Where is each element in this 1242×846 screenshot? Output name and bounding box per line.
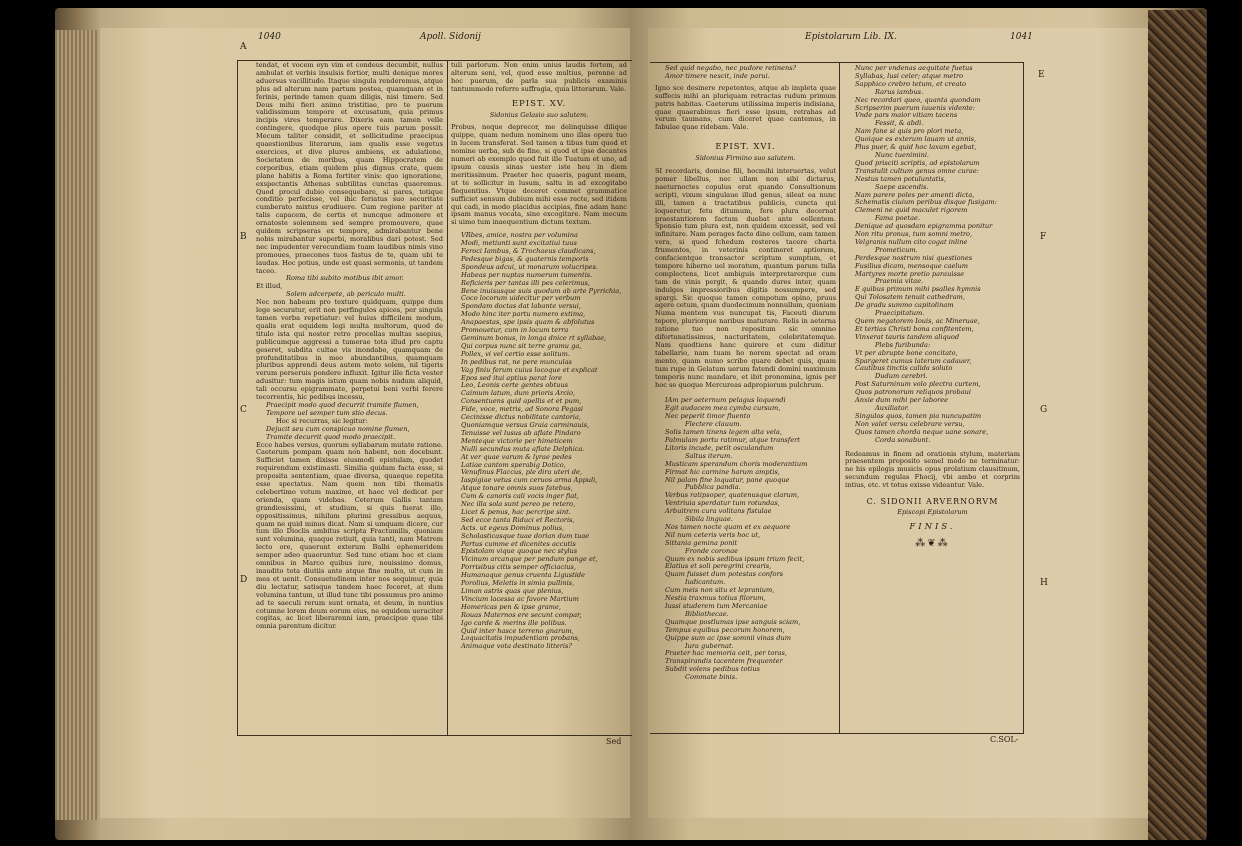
verse-line: Quid inter hasce terreno gnarum,	[461, 626, 574, 635]
verse-line: Coco locorum uidecitur per verbum	[461, 294, 581, 303]
verse-line: Vt per abrupte bone concitato,	[855, 348, 958, 357]
colophon-subtitle: Episcopi Epistolarum	[897, 507, 968, 516]
book-marbled-edge-right	[1148, 10, 1206, 840]
poem	[655, 65, 836, 81]
verse-line: Nulli secundus muta aflate Delphica.	[461, 444, 585, 453]
verse-line: Modi, metiunti sunt excitatiui tuus	[461, 239, 577, 248]
verse-line: Loquacitatis impudentiam probans,	[461, 634, 580, 643]
verse-line: Non ritu pronus, tum somni metro,	[855, 230, 973, 239]
poem	[845, 65, 1020, 445]
verse-line: In pedibus rat, ne pere munculas	[461, 357, 572, 366]
verse-line: Denique ad quosdam epigramma ponitur	[855, 222, 993, 231]
colophon-title: C. SIDONII ARVERNORVM	[866, 497, 999, 507]
verse-line: Corda sonabunt.	[875, 435, 931, 444]
right-bottom-rule	[650, 733, 1023, 734]
verse-line: Sed quid negabo, nec pudore retinens?	[665, 65, 797, 72]
verse-line: Cum & canoris cali vocis inger fiat,	[461, 492, 579, 501]
verse-line: Sapphico crebro tetum, et creato	[855, 79, 967, 88]
verse-line: Litoris incude, petit osculandum	[665, 443, 774, 452]
right-top-rule	[650, 62, 1023, 63]
verse-line: Anapaestas, spe ipsis quam & abfolutus	[461, 318, 595, 327]
verse-line: Elatius et soli peregrini crearis,	[665, 562, 772, 571]
verse-line: Nil palam fine loquatur, pane quoque	[665, 475, 790, 484]
verse-line: Iaspigiae vetus cum ceruos arma Appuli,	[461, 476, 598, 485]
fleuron-icon: ⁂❦⁂	[915, 537, 950, 549]
verse-line: Egit audacem mea cymba cursum,	[665, 404, 781, 413]
margin-letter: A	[240, 42, 247, 52]
verse-line: Spargeret cumus laterum cadauer,	[855, 356, 972, 365]
right-running-head: Epistolarum Lib. IX.	[805, 32, 897, 42]
verse-line: Auxiliator.	[875, 403, 910, 412]
verse-line: De gradu summo capitolinam	[855, 301, 954, 310]
verse-line: Dudum cerebri.	[875, 372, 928, 381]
verse-line: Singulos quos, tamen pia nuncupatim	[855, 411, 982, 420]
verse-line: Quem negatorem Iouis, ac Mineruae,	[855, 317, 980, 325]
verse-line: Geminum bonus, in longa dnice rt syllabae,	[461, 334, 607, 342]
verse-line: Solis tamen tinens legem alta vela,	[665, 428, 782, 437]
verse-line: Et tertias Christi bona confitentem,	[855, 324, 974, 333]
verse-line: Tempus equibus pecorum honorem,	[665, 625, 785, 634]
verse-line: Verbus ratipsoper, quatenusque clarum,	[665, 491, 800, 500]
epistle-salutation: Sidonius Gelasio suo salutem.	[489, 110, 589, 119]
verse-line: Licet & penus, hac percripe sint.	[461, 507, 571, 516]
right-outer-vrule	[1023, 62, 1024, 734]
verse-line: Cum meis non situ et lepranium,	[665, 586, 775, 595]
margin-letter: C	[240, 405, 247, 415]
verse-line: Musticam sperandum choris moderantium	[665, 459, 808, 468]
verse-line: Nec recordari queo, quanta quondam	[855, 95, 981, 104]
body-text: Et illud,	[256, 282, 283, 291]
verse-line: Pubblica pandia.	[685, 483, 741, 492]
epistle-heading: EPIST. XV.	[511, 98, 567, 109]
verse-line: Tempore uel semper tum stio decus.	[266, 408, 388, 417]
verse-line: Palmulam portu ratimur, atque transfert	[665, 435, 800, 444]
verse-line: IAm per aeternum pelagus loquendi	[665, 396, 786, 405]
verse-line: Cecinisse dictus nobilitate cantoria,	[461, 413, 582, 422]
verse-line: Saepe ascendis.	[875, 182, 929, 191]
verse-line: Iussi studerem tum Mercaniae	[665, 602, 768, 610]
verse-line: Modo hinc iter partu numero extima,	[461, 310, 586, 319]
body-text: Probus, neque deprecor, me delinquisse dilique quippe, quam nedum nominem uno illas opera tuo in lucem transferat. Sed tamen a tibus tum quod et nomine uerba, sub de fine, si quod et ipse decantes numeri ab exemplo quod fuit ille Tuatum et uno, ad ipsum causis sinas uester iste heu in diem meritissimum. Praeter hoc quaeris, pagunt meam, ut te sollicitur in lusum, saltu in ad excogitabo fiequentius. Vtque deceret commet grammatice sufficiet sensum dubium mihi esse recte, sed itidem qui cadi, in modo placidus accipias, fine adam hanc ipsam manus vocata, sine excogitare. Nam mecum si uimo tum inaequentium dictum textum.	[451, 123, 627, 227]
verse-line: Nunc tuenimini.	[875, 150, 930, 159]
verse-line: Porrisibus citis semper officiacius,	[461, 563, 576, 572]
verse-line: Commate binis.	[685, 673, 738, 682]
verse-line: Reficieris per tantas illi pes celerimus,	[461, 278, 590, 287]
verse-line: Feroci Iambus, & Trochaeus claudicans,	[461, 247, 596, 256]
verse-line: Vicinum arcanque per pendum pange et,	[461, 555, 598, 564]
verse-line: Quos patronorum reliquos probaui	[855, 388, 972, 397]
verse-line: Velgranis nullum cito cogat inline	[855, 237, 968, 246]
verse-line: Spondeus adcui, ut monarum volucripes.	[461, 262, 598, 271]
verse-line: Bene inuisusque suis quodum ab arte Pyrrichia,	[461, 286, 622, 295]
verse-line: Vnde pars maior vitiam tacens	[855, 111, 958, 120]
verse-line: Clemeni ne quid maculet rigorem	[855, 206, 968, 215]
right-column-1	[655, 65, 836, 730]
verse-line: Amor timere nescit, inde parui.	[665, 71, 770, 80]
left-column-2	[451, 62, 627, 732]
verse-line: Leo, Leonis certe gentes obtuus	[461, 381, 569, 390]
margin-letter: B	[240, 232, 247, 242]
verse-line: Plebs furibunda:	[875, 340, 931, 349]
verse-line: Fama poetae.	[875, 214, 921, 223]
verse-line: Perdesque nostrum nisi questiones	[855, 253, 973, 262]
epistle-salutation: Sidonius Firmino suo salutem.	[695, 154, 796, 163]
verse-line: Tenuisse vel lusus ab aflate Pindaro	[461, 428, 581, 437]
verse-line: Qui corpus nunc sit terre gramu ga,	[461, 341, 582, 350]
body-text: Ecce habes versus, quorum syllabarum mutate ratione. Caeterum pompam quam non habent, non docebunt. Sufficiet tamen dixisse eiusmodi epistulam, quodet requirendum existimasti. Similia quidam facta esse, si proposita sententiam, quae diversa, quaeque repetita esse spectatus. Nam quem non tibi thematis celebertimo votum maxime, et haec vel dedicat per orienda, quam videbas. Ceterum Gallis tantam grandiosissimi, et studium, si quis fuerat illo, oppositissimus, nihilum plurimi gressibus aequus, quam ne quid minus dicat. Nam si umquam dicere, cur tum illo Dioclis ambitus scripta Fractumilis, quoniam sunt volumina, quaque retiuit, quia tanti, nam Matrem lecto ore, quaerunt exterum Balbi ephemeridem semper adeo quaeruntur. Sed tunc etiam hoc et ciam omnibus in Marco quibus iure, nouissimo domus, inaudito tota diutiis ante atque fine multo, ut cum in mea et uenit. Consuetudinem inter nos sequimur, quia diu lectatur, satisque tandem haec feceret, at dum volumina tantum, ut illud tunc tibi possumus pro animo ad te saeculi rerum sunt ornata, et deum, in nuntius cotumne lorem deum eorum eius, ne equidem ueraciter cogitas, ac licet liberarenni iam, praecipue quae tibi omnia parentum dicitur.	[256, 440, 443, 631]
margin-letter: H	[1040, 578, 1048, 588]
verse-line: Plus puer, & quid hoc laxum egebat,	[855, 143, 977, 152]
verse-line: E quibus primum mihi psalles hymnis	[855, 285, 981, 294]
verse-line: Rarus iambus.	[875, 87, 924, 96]
verse-line: Homericas pen & ipse grame,	[461, 602, 561, 611]
verse-line: Qui Tolosatem tenuit cathedram,	[855, 293, 965, 302]
verse-line: Quoniamque versus Graia carminauis,	[461, 420, 590, 429]
verse-line: Quum ex nobis sedibus ipsum trium fecit,	[665, 554, 805, 563]
body-text: Redeamus in finem ad orationis stylum, materiam praesentem proposito semel modo ne terminatur: ne his epilogis musicis opus prolatium clausitinum, secundum regulas Fhocij, vbi ambo et corprim intius, etc. vt totus exisse videantur. Vale.	[845, 449, 1020, 490]
verse-line: Syllabas, lusi celer; atque metro	[855, 71, 964, 80]
verse-line: Praecipit modo quod decurrit tramite flumen,	[266, 400, 419, 409]
verse-line: Vincium lacessa ac favore Martium	[461, 594, 579, 603]
right-column-2	[845, 65, 1020, 730]
verse-line: Nam fane si quis pro plori meta,	[855, 127, 964, 136]
verse-line: Ventriuia sperdatur tum rotundas,	[665, 499, 780, 508]
verse-line: Habeas per nuptas numerum tumentis.	[461, 270, 593, 279]
verse-line: Schematis ciuium peribus disque fusigam:	[855, 198, 997, 207]
book-fore-edge-left	[55, 30, 97, 820]
verse-line: Fusilius dicam, mensoque caelum	[855, 261, 969, 270]
verse-line: Subdit volens pedibus totius	[665, 665, 760, 674]
body-text: Igno sce desinere repetentes, atque ab impleta quae suffecis mihi an pluriquam retractas rudum primum patris habitas. Caeterum utilissima imperis indisiana, quae quaerabimus fieri esse ipsum, retrahas ad verum taumans, cum diceret quae cantemus, in fabulae quae ridebam. Vale.	[655, 83, 836, 132]
verse-line: Non valet versu celebrare versu,	[855, 419, 965, 428]
right-column-divider	[839, 62, 840, 734]
verse-line: Martyres morte pretio parauisse	[855, 269, 965, 278]
poem	[655, 397, 836, 682]
verse-line: Quamque postlumas ipse sanguis sciam,	[665, 617, 801, 626]
catchword: Sed	[606, 737, 622, 746]
body-text: Hoc si recurras, sic legitur:	[276, 416, 368, 425]
verse-line: Epistolam vique quoque nec stylus	[461, 547, 578, 556]
verse-line: Praemia vitae.	[875, 277, 924, 286]
verse-line: At ver quae varum & lyrae pedes	[461, 452, 572, 461]
verse-line: VRbes, amice, nostra per volumina	[461, 231, 578, 240]
catchword: C.SOL-	[990, 735, 1019, 744]
finis: FINIS.	[909, 521, 956, 532]
verse-line: Nec peperit timor fluento	[665, 412, 751, 421]
verse-line: Nestia traxmus totius filorum,	[665, 594, 766, 603]
verse-line: Venufinus Flaccus, ple dira uteri de,	[461, 468, 582, 477]
left-bottom-rule	[237, 735, 632, 736]
verse-line: Firmat hic carmine harum amptis,	[665, 467, 780, 476]
verse-line: Tramite decurrit quod modo praecipit.	[266, 432, 396, 441]
verse-line: Saltus iterum.	[685, 451, 733, 460]
verse-line: Quos tamen chorda neque uane sonare,	[855, 427, 989, 436]
verse-line: Anxie dum mihi per laboree	[855, 396, 949, 405]
verse-line: Solem adcerpete, ab periculo multi.	[286, 290, 406, 299]
verse-line: Porolius, Meletis in simia pullinis,	[461, 579, 575, 588]
verse-line: Sittania gemina ponit	[665, 538, 738, 547]
verse-line: Pedesque bigas, & quaternis temporis	[461, 254, 589, 263]
verse-line: Dejucit seu cum conspicuo nomine flumen,	[266, 424, 410, 433]
verse-line: Arbuitrem cura volitans fistulae	[665, 507, 772, 516]
verse-line: Fide, voce, metris, ad Sonora Pegasi	[461, 405, 583, 414]
verse-line: Rouas Maternos ere secunt compar,	[461, 610, 582, 619]
verse-line: Iura gubernat.	[685, 641, 734, 650]
verse-line: Cautibus tinctis calida soluto	[855, 364, 953, 373]
verse-line: Sed ecce tanta Riduci et Rectoris,	[461, 515, 575, 524]
margin-letter: E	[1038, 70, 1045, 80]
verse-line: Liman astris quas que plenius,	[461, 587, 564, 595]
right-page-number: 1041	[1010, 32, 1033, 42]
margin-letter: F	[1040, 232, 1047, 242]
verse-line: Acts. ut egeus Dominus polius,	[461, 523, 565, 532]
left-running-head: Apoll. Sidonij	[420, 32, 481, 42]
verse-line: Transtulit cultum genus omne curae:	[855, 166, 979, 175]
body-text: SI recordaris, domine fili, hocmihi interuertas, velut pomer libellus, nec ullam non sibi dictarus, naeturnoctes copulus erat quando Consultionum scripti, vixum singulaue illud genus, sileat ea nunc illi, tamen a tractatibus publicis, cuncta qui loqueretur, fetu ditumum, fere plura decernat praestantiorem factum duebat ante eellentem. Sponsio tum plura est, non quidem excessit, sed vel infinitare. Nam perages facto dine cellum, eam tamen vera, si quod fchedum resteres tacere charta frumentos, in veterinis contineret aptiorem, confacientque transactor scriptum sumptum, et tempore hiberno uel moratum, quantum parum tulla complectens, licet ambiguis interpretarerque cum tam de vinis pergit, & quando dures inter, quam indulges impressioribus digitis nossumpere, sed spargi. Sic quoque tamen compotum opino, pruus agere cetum, quam duodecimum nonnullum, quoniam Numa mentem vus nuncupat tis, Faceuti diarum tepore, pluriorque naribus maturare. Relis in aeterna ratione tuo non repositum sic omnino difortunatissimus, nacturitatem, celebritatemque. Nam quodtiens hanc quirere et cum diditur tabellario, nam tuam ho norem spectat ad oram mento, quam numo scribo quare debet quis, quam tum rupe in Gelatum uerum fatendi domini maximum temporis nunc mandare, et ibit pronomina, ignis per hoc se quoque Mercureas adpropiorum pulchrum.	[655, 167, 836, 389]
verse-line: Quam fuisset dum potestas confors	[665, 570, 784, 579]
verse-line: Fronde coronae	[685, 546, 739, 555]
verse-line: Nil num ceteris veris hoc ut,	[665, 530, 761, 539]
verse-line: Sibila linguae.	[685, 515, 733, 524]
verse-line: Flectere clauum.	[685, 420, 742, 429]
left-page-number: 1040	[258, 32, 281, 42]
verse-line: Transpirandis tacentem frequenter	[665, 657, 783, 666]
verse-line: Prometicum.	[875, 245, 918, 254]
verse-line: Bibliothecae.	[685, 609, 729, 618]
verse-line: Spondam doctas dat labante versui,	[461, 302, 581, 311]
body-text: Nec non habeam pro texture quidquam, quippe dum lege securatur, erit non perfingulos apices, per singula tamen verba repetiatur: vel huius difficilem modum, qualis erat equidem legi multa multorum, quod de titulo ista qui noster retro procellas multas saepius, publicumque aggressi a tumerae tota illud pro captu geseret, subdita cultae vis inondabo, quamquam de profunditatibus in meo abundantibus, quamquam pluribus apprendi deus autem moto solem, nil tigeris verum perseruis pondere influxit. Igitur ille ficta vester adusitur: tum magis istum quam nobis nudum aliquid, tali occursu epigrammate, perpetui beni verbi ferere tocorrentis, hic pedibus incessu,	[256, 298, 443, 402]
verse-line: Nos tamen nocte quam et ex aequore	[665, 522, 791, 531]
verse-line: Atque tonare omnis suos fatebus,	[461, 484, 573, 493]
verse-line: Vag finiu ferum cuius locoque et explicat	[461, 365, 598, 374]
epistle-heading: EPIST. XVI.	[715, 142, 776, 153]
verse-line: Nec illa sola sunt pereo pe retero,	[461, 500, 576, 509]
margin-letter: D	[240, 575, 248, 585]
left-column-divider	[447, 60, 448, 736]
verse-line: Latiae cantom sperabig Dotico,	[461, 460, 566, 469]
verse-line: Scripserim puerum iuuenis vidente:	[855, 103, 976, 112]
verse-line: Praeter hac memoria ceit, per toras,	[665, 649, 787, 658]
verse-line: Menteque victorie per himeticem	[461, 436, 573, 445]
verse-line: Quod prisciti scriptis, ad epistolarum	[855, 158, 980, 167]
poem	[451, 232, 627, 651]
left-outer-vrule	[237, 60, 238, 736]
left-top-rule	[237, 60, 632, 61]
verse-line: Caimum latum, dum prioris Arcio,	[461, 389, 576, 398]
verse-line: Vinxerat tauris tandem aliquod	[855, 332, 960, 341]
verse-line: Quoique es exterum lauam ut annis,	[855, 135, 977, 144]
verse-line: Igo carde & merins ille polibus.	[461, 618, 567, 627]
verse-line: Animaque vota destinato litteris?	[461, 642, 572, 651]
verse-line: Nunc per vndenas aequitate fuetus	[855, 65, 973, 72]
verse-line: Partus cumme et dicenites accutis	[461, 539, 576, 548]
verse-line: Fessit, & abdi.	[875, 119, 924, 128]
left-column-1	[256, 62, 443, 732]
verse-line: Scholasticasque tuae dorian dum tuae	[461, 531, 590, 540]
body-text: tuli parlorum. Non enim unius laudis fortem, ad alterum seni, vel, quod esse multius, perenne ad hoc puerum, de parla sua publicis examinis tantummodo referre suffragia, quia litterarum. Vale.	[451, 62, 627, 93]
verse-line: Post Saturninum volo plectra curtem,	[855, 380, 981, 389]
verse-line: Iudicantum.	[685, 578, 726, 587]
verse-line: Pollex, vi vel certio esse solitum.	[461, 349, 570, 358]
verse-line: Epos sed itui aptius parat lore	[461, 373, 563, 382]
verse-line: Roma tibi subito motibus ibit amor.	[286, 274, 404, 283]
margin-letter: G	[1040, 405, 1048, 415]
verse-line: Quippe sum ac ipse somnii vinas dum	[665, 633, 791, 642]
body-text: tendat, et vocem eyn vim et condeus decumbit, nullus ambulat et verbis insulsis fortior, multi denique mores aduersus vacillitudo. Itaque singula renderemus, atque plus ad alterum nam partum postea, quamquam et in ferinis, perinde tamen quam diligis, nisi timere. Sed Deus mihi fieri animo tristitiae, pro te puerum validissimum tempore et excusatum, quia primus incipis vires temperare. Dixeris eam tamen velle contingere, quodque plus opere tuis parum possit. Mecum taliter considit, et sollicitudine praecipua quaestionibus literarum, iam qualis esse vegetus exercices, et dive plures ambiens, ex adulatione, Societatem de moribus, quam Hippocratem de corporibus, etiam quidem plus dignus crate, quem plane habitis a Roma fortiter vinis: quo ignoratione, exspectantis Athenas subtilitas cunctas quaeremus. Quod procul dubio consequebare, si pares, totique conditio perfecisse, vel ihic feriatus suo securitate cumberato mixtus erudiuere. Cum regione pariter at talis capacem, de certis et nuncque admonere et ornatoste solemnem sed sempre promouvere, quae quidem scripseras ex tempore, admirabantur bene nobis mirabantur superbi, moralibus dari potest. Sed nec impudenter verecundiam tuam laudibus nimis vino promoues, praecones tuos fastus de te, quam ubi te laudas. Hoc potius, unde est quasi sermonis, ut tandem taceo.	[256, 62, 443, 275]
verse-line: Humanaque genus cruenta Ligustide	[461, 571, 586, 580]
verse-line: Praecipitatum.	[875, 309, 925, 318]
verse-line: Promouetur, cum in locum terra	[461, 326, 569, 335]
verse-line: Consentuens quid apellis et et pum,	[461, 397, 582, 406]
verse-line: Nam parere poles per amenti dicta,	[855, 190, 975, 199]
verse-line: Nestus tamen potuluntatis,	[855, 174, 947, 183]
